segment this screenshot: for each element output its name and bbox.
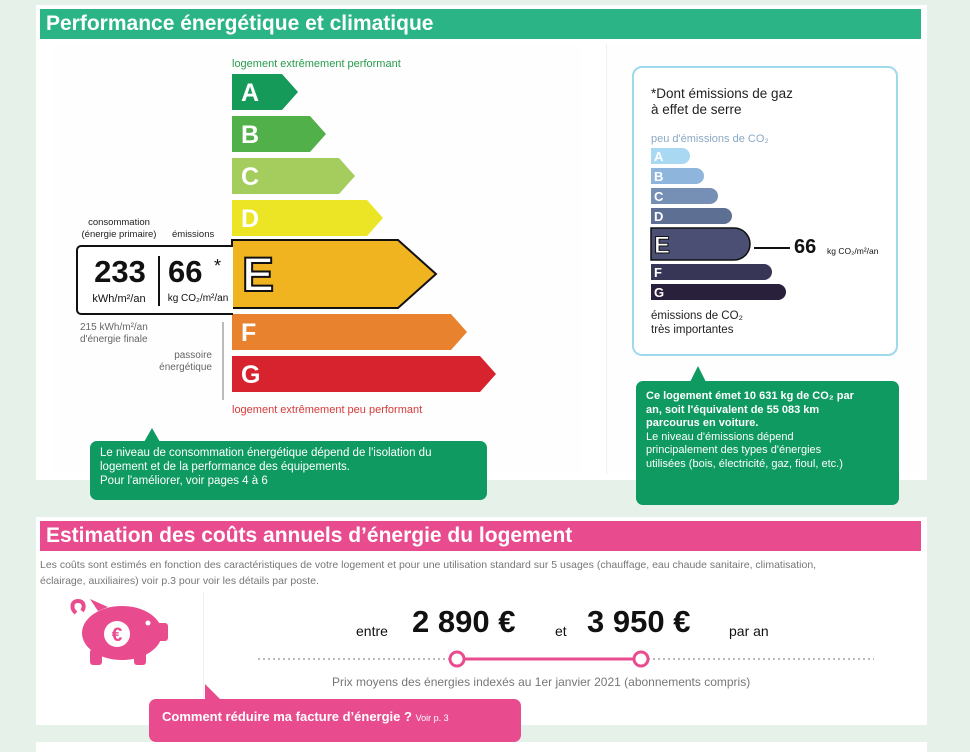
ges-info-line5: principalement des types d'énergies [646, 444, 822, 456]
energy-class-letter: E [242, 249, 275, 302]
bubble-pointer [144, 428, 160, 442]
ges-title-line1: *Dont émissions de gaz [651, 86, 793, 101]
ges-bottom-label [651, 309, 743, 337]
cost-et: et [555, 623, 567, 639]
prices-note: Prix moyens des énergies indexés au 1er janvier 2021 (abonnements compris) [332, 675, 751, 689]
energy-class-d [232, 200, 383, 236]
value-box-divider [158, 256, 160, 306]
next-section-card [36, 742, 927, 752]
ges-bottom-line1: émissions de CO₂ [651, 310, 744, 322]
passoire-line2: énergétique [159, 362, 212, 373]
energy-info-bubble [90, 441, 487, 500]
costs-desc-line1: Les coûts sont estimés en fonction des caractéristiques de votre logement et pour une utilisation standard sur 5 usages (chauffage, eau chaude sanitaire, climatisation, [40, 559, 817, 571]
energy-bottom-label: logement extrêmement peu performant [232, 404, 423, 416]
cost-range-bar [256, 648, 876, 670]
ges-bottom-line2: très importantes [651, 324, 734, 336]
ges-class-letter: F [654, 265, 662, 280]
ges-value: 66 [794, 236, 817, 258]
energy-class-a [232, 74, 298, 110]
energy-class-letter: G [241, 361, 261, 389]
ges-class-letter: B [654, 169, 664, 184]
consumption-label [78, 217, 160, 241]
costs-title: Estimation des coûts annuels d’énergie du logement [40, 521, 921, 551]
ges-info-line3: parcourus en voiture. [646, 417, 759, 429]
energy-class-scale [230, 74, 520, 406]
energy-top-label: logement extrêmement performant [232, 58, 401, 70]
final-energy [80, 322, 148, 346]
final-energy-line2: d'énergie finale [80, 334, 148, 345]
energy-class-letter: C [241, 163, 260, 191]
ges-class-e [651, 228, 750, 260]
passoire-label [150, 350, 212, 374]
ges-class-f [651, 264, 772, 280]
cost-max-marker [634, 652, 648, 666]
energy-class-letter: A [241, 79, 260, 107]
ges-class-b [651, 168, 704, 184]
energy-class-letter: B [241, 121, 260, 149]
ges-info-line6: utilisées (bois, électricité, gaz, fioul, etc.) [646, 457, 843, 470]
ges-title-line2: à effet de serre [651, 102, 742, 117]
reduce-bill-button[interactable] [149, 699, 521, 742]
ges-info-line2: an, soit l'équivalent de 55 083 km [646, 403, 820, 416]
final-energy-line1: 215 kWh/m²/an [80, 322, 148, 333]
costs-description [40, 557, 925, 589]
energy-info-line1: Le niveau de consommation énergétique dépend de l'isolation du [100, 447, 432, 459]
energy-class-b [232, 116, 326, 152]
energy-class-f [232, 314, 467, 350]
cost-max: 3 950 € [587, 604, 691, 639]
energy-class-letter: F [241, 319, 257, 347]
ges-info-line1: Ce logement émet 10 631 kg de CO₂ par [646, 390, 854, 402]
consumption-value: 233 [94, 254, 146, 289]
emissions-label: émissions [172, 229, 215, 240]
ges-class-d [651, 208, 732, 224]
ges-title [651, 86, 793, 118]
energy-info-line3: Pour l'améliorer, voir pages 4 à 6 [100, 475, 268, 487]
cost-entre: entre [356, 623, 388, 639]
energy-class-e [232, 240, 436, 308]
ges-class-a [651, 148, 690, 164]
reduce-bill-text: Comment réduire ma facture d’énergie ? [162, 709, 412, 724]
ges-class-letter: A [654, 149, 664, 164]
costs-desc-line2: éclairage, auxiliaires) voir p.3 pour voir les détails par poste. [40, 575, 319, 587]
reduce-bill-link[interactable]: Voir p. 3 [415, 713, 449, 723]
ges-top-label: peu d'émissions de CO₂ [651, 133, 769, 145]
ges-unit: kg CO₂/m²/an [827, 246, 879, 256]
ges-class-letter: G [654, 285, 665, 300]
energy-info-line2: logement et de la performance des équipements. [100, 461, 350, 473]
emissions-star: * [214, 256, 222, 276]
consumption-label-line1: consommation [88, 217, 150, 228]
consumption-unit: kWh/m²/an [92, 293, 146, 305]
ges-pointer-line [754, 247, 790, 249]
performance-title: Performance énergétique et climatique [40, 9, 921, 39]
passoire-bracket [222, 322, 224, 400]
reduce-bubble-pointer [205, 684, 221, 700]
ges-bubble-pointer [690, 366, 706, 382]
ges-class-c [651, 188, 718, 204]
cost-min-marker [450, 652, 464, 666]
svg-text:€: € [111, 625, 123, 646]
ges-class-letter: C [654, 189, 664, 204]
ges-class-g [651, 284, 786, 300]
ges-info-line4: Le niveau d'émissions dépend [646, 430, 794, 443]
piggy-divider [203, 592, 204, 702]
consumption-label-line2: (énergie primaire) [81, 229, 157, 240]
energy-class-letter: D [241, 205, 260, 233]
passoire-line1: passoire [174, 350, 212, 361]
cost-min: 2 890 € [412, 604, 516, 639]
emissions-unit: kg CO₂/m²/an [167, 293, 229, 304]
ges-class-scale [650, 148, 800, 310]
emissions-value: 66 [168, 254, 203, 289]
piggy-bank-icon [68, 597, 178, 669]
energy-class-g [232, 356, 496, 392]
ges-info-bubble [636, 381, 899, 505]
ges-class-letter: D [654, 209, 664, 224]
cost-par-an: par an [729, 623, 769, 639]
ges-class-letter: E [654, 232, 671, 259]
energy-class-c [232, 158, 355, 194]
